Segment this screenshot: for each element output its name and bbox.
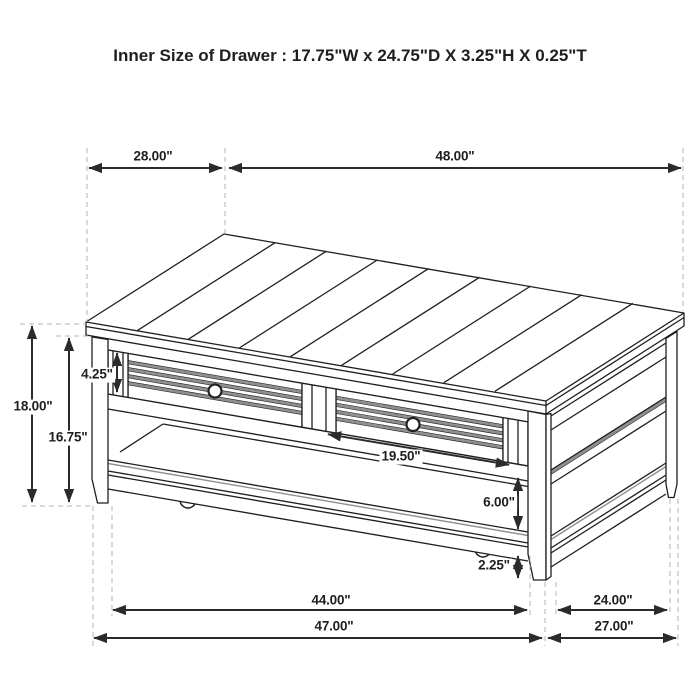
front-left-leg: [92, 337, 108, 503]
diagram-title: Inner Size of Drawer : 17.75"W x 24.75"D X 3.25"H X 0.25"T: [113, 46, 587, 65]
dim-label-44: 44.00": [311, 592, 351, 608]
dim-label-18: 18.00": [13, 398, 53, 414]
dim-label-19-50: 19.50": [381, 448, 421, 464]
dim-label-27: 27.00": [594, 618, 634, 634]
front-right-leg: [528, 411, 546, 580]
dim-label-24: 24.00": [593, 592, 633, 608]
left-drawer-knob: [209, 385, 222, 398]
dim-label-16-75: 16.75": [48, 429, 88, 445]
right-drawer-knob: [407, 418, 420, 431]
dim-label-4-25: 4.25": [81, 366, 113, 382]
back-right-leg: [666, 332, 677, 498]
dim-label-28: 28.00": [133, 148, 173, 164]
front-right-leg-side: [546, 414, 551, 581]
dim-label-2-25: 2.25": [478, 557, 510, 573]
dim-label-47: 47.00": [314, 618, 354, 634]
dim-label-48: 48.00": [435, 148, 475, 164]
dim-label-6-00: 6.00": [483, 494, 515, 510]
